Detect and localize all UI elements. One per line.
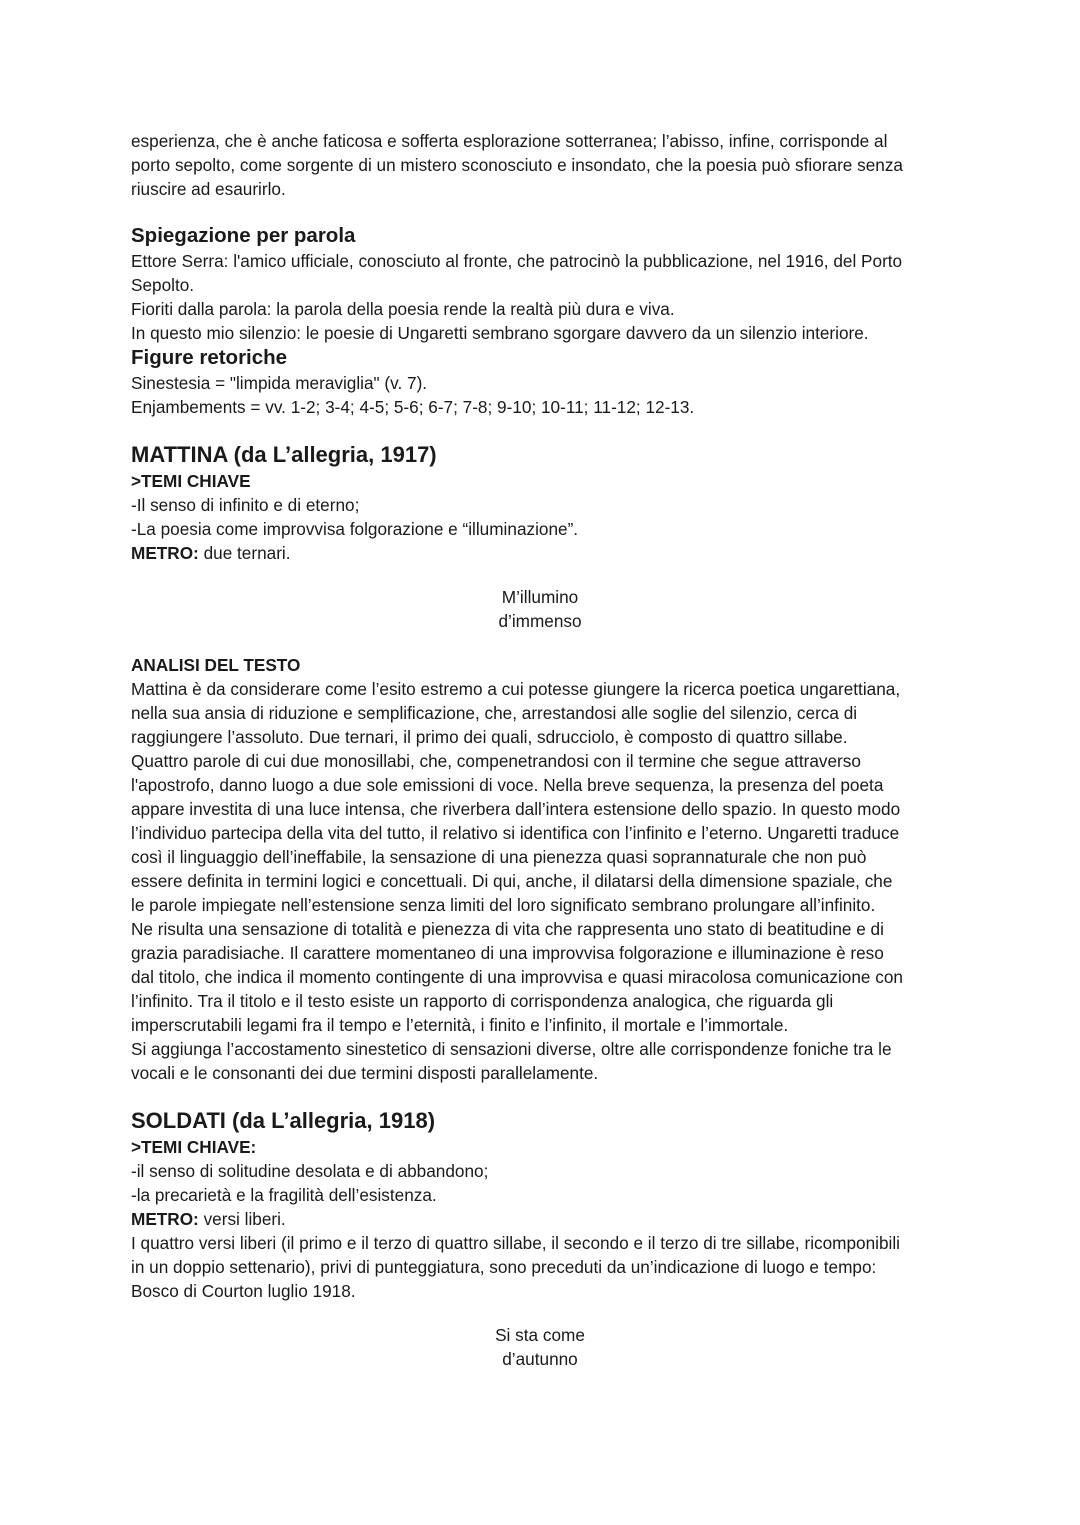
text-line: imperscrutabili legami fra il tempo e l’eternità, i finito e l’infinito, il mortale e l’immortale. xyxy=(131,1015,789,1035)
metro-value: versi liberi. xyxy=(198,1209,286,1229)
poem-verse: M’illumino xyxy=(501,587,579,607)
mattina-poem xyxy=(131,585,949,633)
text-line: Sinestesia = "limpida meraviglia" (v. 7). xyxy=(131,373,428,393)
figure-retoriche-heading: Figure retoriche xyxy=(131,346,288,369)
text-line: l'apostrofo, danno luogo a due sole emissioni di voce. Nella breve sequenza, la presenza del poeta xyxy=(131,775,884,795)
tema-item: -la precarietà e la fragilità dell’esistenza. xyxy=(131,1185,437,1205)
text-line: Sepolto. xyxy=(131,275,195,295)
text-line: essere definita in termini logici e concettuali. Di qui, anche, il dilatarsi della dimensione spaziale, che xyxy=(131,871,893,891)
text-line: in un doppio settenario), privi di punteggiatura, sono preceduti da un’indicazione di luogo e tempo: xyxy=(131,1257,877,1277)
text-line: esperienza, che è anche faticosa e sofferta esplorazione sotterranea; l’abisso, infine, corrisponde al xyxy=(131,131,888,151)
text-line: nella sua ansia di riduzione e semplificazione, che, arrestandosi alle soglie del silenzio, cerca di xyxy=(131,703,858,723)
text-line: Ettore Serra: l'amico ufficiale, conosciuto al fronte, che patrocinò la pubblicazione, nel 1916, del Porto xyxy=(131,251,903,271)
soldati-poem xyxy=(131,1323,949,1371)
spiegazione-heading: Spiegazione per parola xyxy=(131,224,356,247)
text-line: grazia paradisiache. Il carattere momentaneo di una improvvisa folgorazione e illuminazione è reso xyxy=(131,943,884,963)
text-line: riuscire ad esaurirlo. xyxy=(131,179,286,199)
text-line: così il linguaggio dell’ineffabile, la sensazione di una pienezza quasi soprannaturale che non può xyxy=(131,847,867,867)
tema-item: -La poesia come improvvisa folgorazione e “illuminazione”. xyxy=(131,519,579,539)
figure-retoriche-paragraph xyxy=(131,371,951,419)
mattina-title: MATTINA (da L’allegria, 1917) xyxy=(131,442,437,467)
metro-line xyxy=(131,1207,951,1231)
text-line: l’individuo partecipa della vita del tutto, il relativo si identifica con l’infinito e l’eterno. Ungaretti traduce xyxy=(131,823,900,843)
text-line: Ne risulta una sensazione di totalità e pienezza di vita che rappresenta uno stato di beatitudine e di xyxy=(131,919,884,939)
text-line: appare investita di una luce intensa, che riverbera dall’intera estensione dello spazio. In questo modo xyxy=(131,799,901,819)
text-line: Mattina è da considerare come l’esito estremo a cui potesse giungere la ricerca poetica ungarettiana, xyxy=(131,679,901,699)
spiegazione-paragraph xyxy=(131,249,951,345)
metro-label: METRO: xyxy=(131,1209,199,1229)
intro-paragraph xyxy=(131,129,951,201)
text-line: dal titolo, che indica il momento contingente di una improvvisa e quasi miracolosa comunicazione con xyxy=(131,967,903,987)
text-line: vocali e le consonanti dei due termini disposti parallelamente. xyxy=(131,1063,599,1083)
text-line: I quattro versi liberi (il primo e il terzo di quattro sillabe, il secondo e il terzo di tre sillabe, ricomponibili xyxy=(131,1233,900,1253)
temi-chiave-label: >TEMI CHIAVE: xyxy=(131,1137,257,1157)
text-line: raggiungere l’assoluto. Due ternari, il primo dei quali, sdrucciolo, è composto di quattro sillabe. xyxy=(131,727,848,747)
metro-value: due ternari. xyxy=(198,543,291,563)
metro-label: METRO: xyxy=(131,543,199,563)
text-line: Quattro parole di cui due monosillabi, che, compenetrandosi con il termine che segue attraverso xyxy=(131,751,861,771)
poem-verse: d’autunno xyxy=(502,1349,578,1369)
temi-chiave-label: >TEMI CHIAVE xyxy=(131,471,251,491)
soldati-temi xyxy=(131,1135,951,1303)
text-line: l’infinito. Tra il titolo e il testo esiste un rapporto di corrispondenza analogica, che riguarda gli xyxy=(131,991,834,1011)
text-line: Si aggiunga l’accostamento sinestetico di sensazioni diverse, oltre alle corrispondenze foniche tra le xyxy=(131,1039,892,1059)
text-line: le parole impiegate nell’estensione senza limiti del loro significato sembrano prolungare all’infinito. xyxy=(131,895,876,915)
analisi-heading: ANALISI DEL TESTO xyxy=(131,655,301,675)
poem-verse: Si sta come xyxy=(495,1325,585,1345)
text-line: porto sepolto, come sorgente di un mistero sconosciuto e insondato, che la poesia può sfiorare senza xyxy=(131,155,903,175)
mattina-temi xyxy=(131,469,951,565)
metro-line xyxy=(131,541,951,565)
poem-verse: d’immenso xyxy=(498,611,582,631)
tema-item: -Il senso di infinito e di eterno; xyxy=(131,495,360,515)
analisi-paragraph xyxy=(131,653,951,1085)
document-page xyxy=(131,129,951,1371)
soldati-title: SOLDATI (da L’allegria, 1918) xyxy=(131,1108,436,1133)
text-line: In questo mio silenzio: le poesie di Ungaretti sembrano sgorgare davvero da un silenzio interiore. xyxy=(131,323,869,343)
text-line: Enjambements = vv. 1-2; 3-4; 4-5; 5-6; 6-7; 7-8; 9-10; 10-11; 11-12; 12-13. xyxy=(131,397,695,417)
text-line: Fioriti dalla parola: la parola della poesia rende la realtà più dura e viva. xyxy=(131,299,675,319)
text-line: Bosco di Courton luglio 1918. xyxy=(131,1281,356,1301)
tema-item: -il senso di solitudine desolata e di abbandono; xyxy=(131,1161,489,1181)
